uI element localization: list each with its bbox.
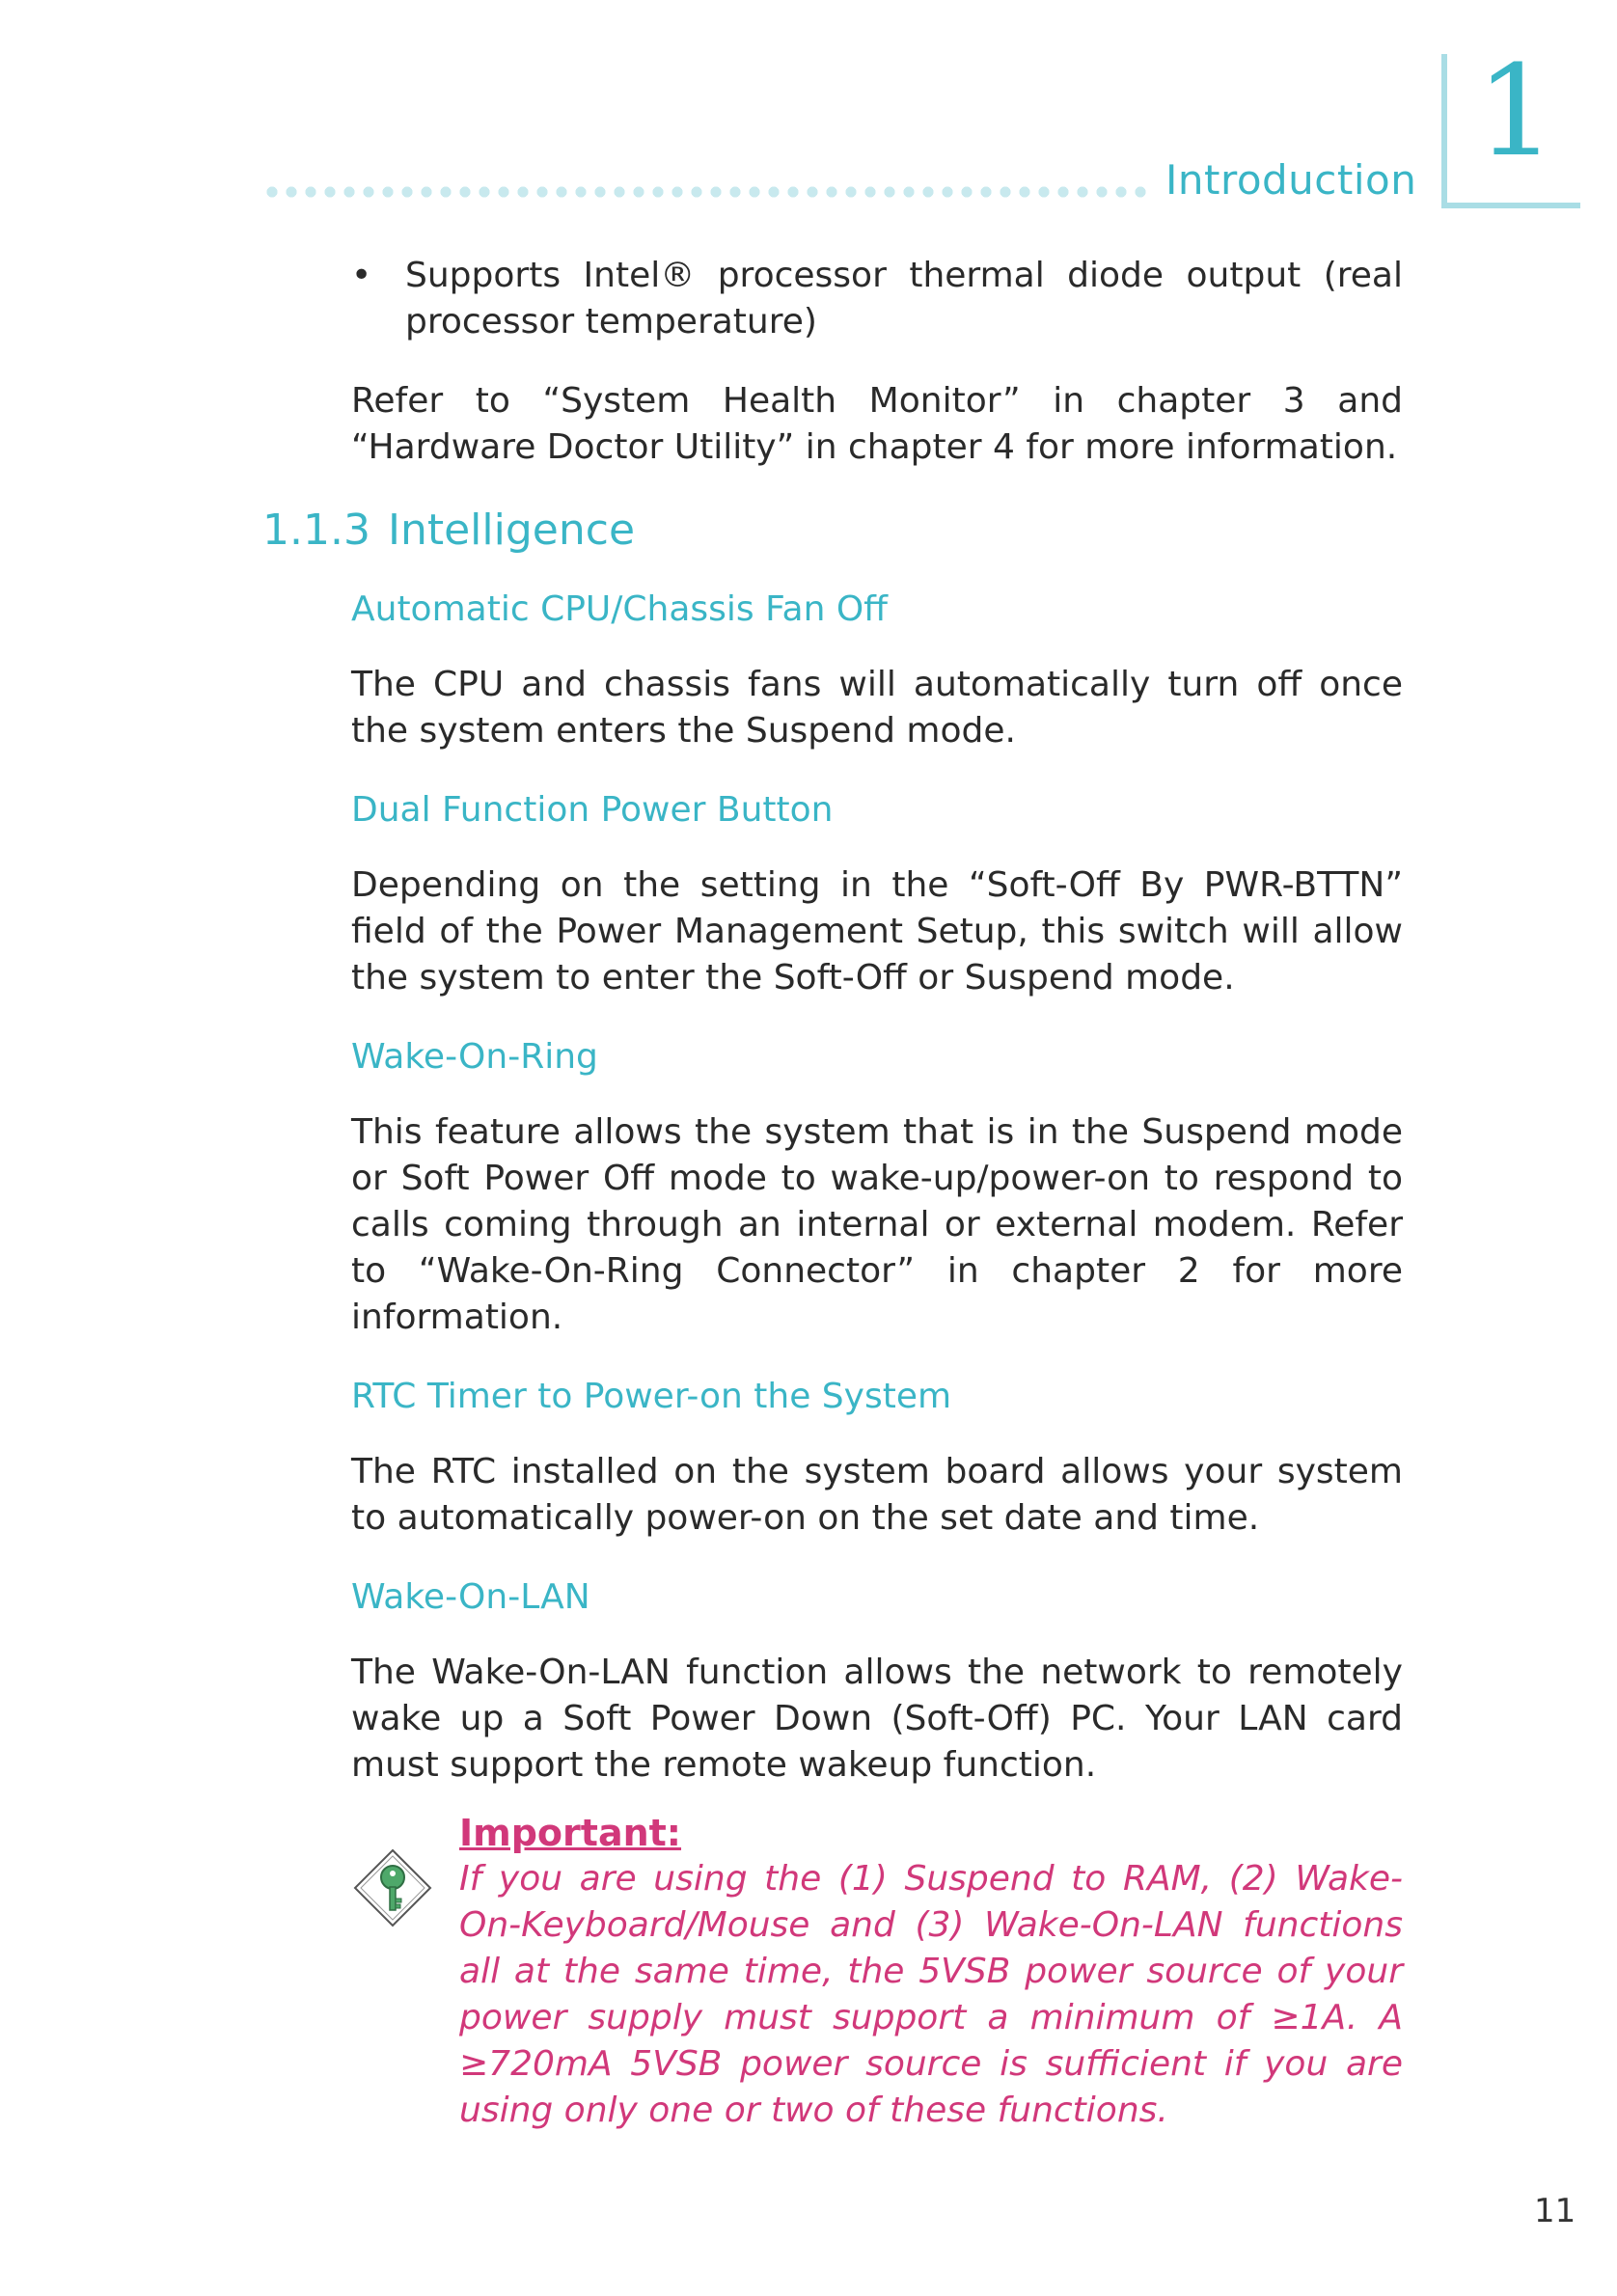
subsection-body-fan-off: The CPU and chassis fans will automatically turn off once the system enters the Suspend mode. [351, 665, 1403, 751]
page-number: 11 [1534, 2192, 1576, 2230]
subsection-body-rtc-timer: The RTC installed on the system board allows your system to automatically power-on on the set date and time. [351, 1452, 1403, 1538]
subsection-heading-power-button: Dual Function Power Button [351, 790, 834, 830]
important-note [351, 1810, 1403, 2130]
bullet-text: Supports Intel® processor thermal diode output (real processor temperature) [405, 256, 1403, 342]
important-text: If you are using the (1) Suspend to RAM, (2) Wake-On-Keyboard/Mouse and (3) Wake-On-LAN functions all at the same time, the 5VSB power source of your power supply must support a minimum of ≥1A. A ≥720mA 5VSB power source is sufficient if you are using only one or two of these functions. [459, 1859, 1403, 2130]
bullet-dot: • [351, 256, 372, 295]
header-dotted-rule [262, 185, 1148, 199]
chapter-number: 1 [1476, 38, 1556, 184]
bullet-item [351, 253, 1403, 345]
subsection-body-wake-on-ring: This feature allows the system that is in the Suspend mode or Soft Power Off mode to wake-up/power-on to respond to calls coming through an internal or external modem. Refer to “Wake-On-Ring Connector” in chapter 2 for more information. [351, 1112, 1403, 1337]
section-title: Intelligence [388, 506, 636, 555]
important-title: Important: [459, 1812, 682, 1854]
header-section-title: Introduction [1165, 156, 1417, 204]
refer-paragraph: Refer to “System Health Monitor” in chapter 3 and “Hardware Doctor Utility” in chapter 4 for more information. [351, 381, 1403, 467]
key-icon [353, 1848, 432, 1927]
important-body [459, 1810, 1403, 2134]
section-number: 1.1.3 [262, 506, 370, 555]
section-heading [262, 504, 1403, 558]
subsection-body-wake-on-lan: The Wake-On-LAN function allows the network to remotely wake up a Soft Power Down (Soft-Off) PC. Your LAN card must support the remote wakeup function. [351, 1653, 1403, 1785]
page-content [262, 253, 1403, 1821]
subsection-heading-wake-on-ring: Wake-On-Ring [351, 1037, 598, 1077]
subsection-heading-wake-on-lan: Wake-On-LAN [351, 1577, 590, 1617]
subsection-body-power-button: Depending on the setting in the “Soft-Off By PWR-BTTN” field of the Power Management Setup, this switch will allow the system to enter the Soft-Off or Suspend mode. [351, 865, 1403, 998]
subsection-heading-rtc-timer: RTC Timer to Power-on the System [351, 1377, 952, 1416]
subsection-heading-fan-off: Automatic CPU/Chassis Fan Off [351, 589, 888, 629]
